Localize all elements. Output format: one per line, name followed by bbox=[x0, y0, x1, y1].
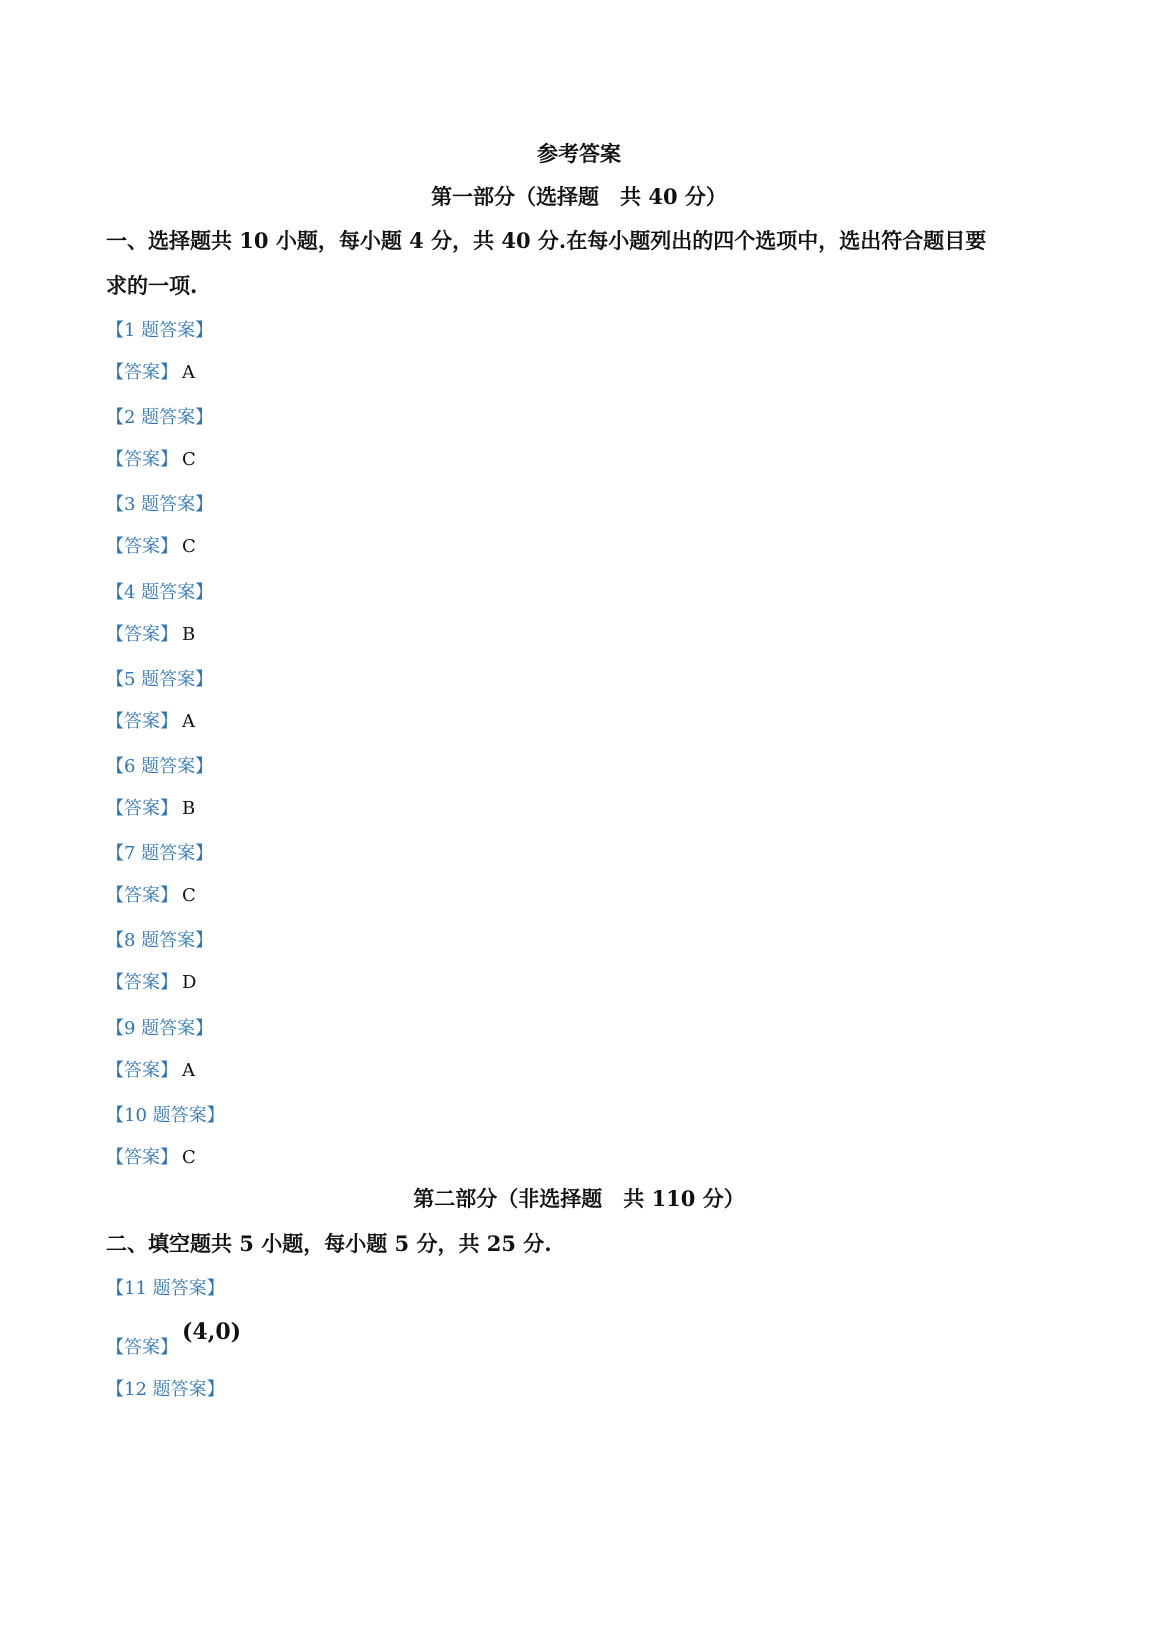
part2-instruction: 二、填空题共 5 小题，每小题 5 分，共 25 分. bbox=[106, 1231, 552, 1256]
answer-label: 【答案】 bbox=[106, 798, 178, 819]
question-7-heading: 【7 题答案】 bbox=[106, 843, 214, 865]
answer-3-value: C bbox=[182, 536, 196, 558]
answer-7-line bbox=[106, 881, 196, 907]
answer-4-line bbox=[106, 620, 195, 646]
answer-5-value: A bbox=[182, 710, 195, 732]
answer-10-line bbox=[106, 1143, 196, 1169]
question-3-heading: 【3 题答案】 bbox=[106, 494, 214, 516]
question-10-heading: 【10 题答案】 bbox=[106, 1104, 225, 1126]
answer-label: 【答案】 bbox=[106, 1059, 178, 1081]
answer-11-value: (4,0) bbox=[182, 1319, 242, 1345]
answer-9-line bbox=[106, 1056, 195, 1082]
part1-instruction-line2: 求的一项. bbox=[106, 273, 198, 298]
part1-instruction-line1: 一、选择题共 10 小题，每小题 4 分，共 40 分.在每小题列出的四个选项中，选出符合题目要 bbox=[106, 228, 987, 253]
answer-8-line bbox=[106, 968, 196, 994]
answer-label: 【答案】 bbox=[106, 1146, 178, 1168]
answer-2-line bbox=[106, 445, 196, 471]
answer-1-value: A bbox=[182, 362, 195, 383]
answer-2-value: C bbox=[182, 449, 196, 471]
question-11-heading: 【11 题答案】 bbox=[106, 1278, 225, 1299]
answer-label: 【答案】 bbox=[106, 623, 178, 645]
part1-heading: 第一部分（选择题 共 40 分） bbox=[431, 184, 727, 209]
answer-label: 【答案】 bbox=[106, 536, 178, 558]
answer-3-line bbox=[106, 532, 196, 558]
question-1-heading: 【1 题答案】 bbox=[106, 320, 214, 341]
answer-4-value: B bbox=[182, 623, 196, 645]
answer-9-value: A bbox=[182, 1059, 195, 1081]
question-9-heading: 【9 题答案】 bbox=[106, 1017, 214, 1039]
part2-heading: 第二部分（非选择题 共 110 分） bbox=[413, 1186, 745, 1211]
answer-8-value: D bbox=[182, 972, 197, 994]
page-title: 参考答案 bbox=[537, 141, 621, 166]
answer-7-value: C bbox=[182, 885, 196, 907]
answer-label: 【答案】 bbox=[106, 972, 178, 994]
answer-6-line bbox=[106, 794, 195, 820]
answer-6-value: B bbox=[182, 798, 196, 819]
question-8-heading: 【8 题答案】 bbox=[106, 930, 214, 952]
question-6-heading: 【6 题答案】 bbox=[106, 756, 214, 777]
answer-11-line bbox=[106, 1319, 242, 1359]
question-4-heading: 【4 题答案】 bbox=[106, 581, 214, 603]
answer-1-line bbox=[106, 358, 195, 384]
answer-label: 【答案】 bbox=[106, 710, 178, 732]
question-2-heading: 【2 题答案】 bbox=[106, 407, 214, 429]
question-5-heading: 【5 题答案】 bbox=[106, 668, 214, 690]
answer-5-line bbox=[106, 707, 195, 733]
answer-label: 【答案】 bbox=[106, 1337, 178, 1358]
answer-label: 【答案】 bbox=[106, 885, 178, 907]
question-12-heading: 【12 题答案】 bbox=[106, 1379, 225, 1400]
answer-10-value: C bbox=[182, 1146, 196, 1168]
answer-label: 【答案】 bbox=[106, 449, 178, 471]
answer-label: 【答案】 bbox=[106, 362, 178, 383]
